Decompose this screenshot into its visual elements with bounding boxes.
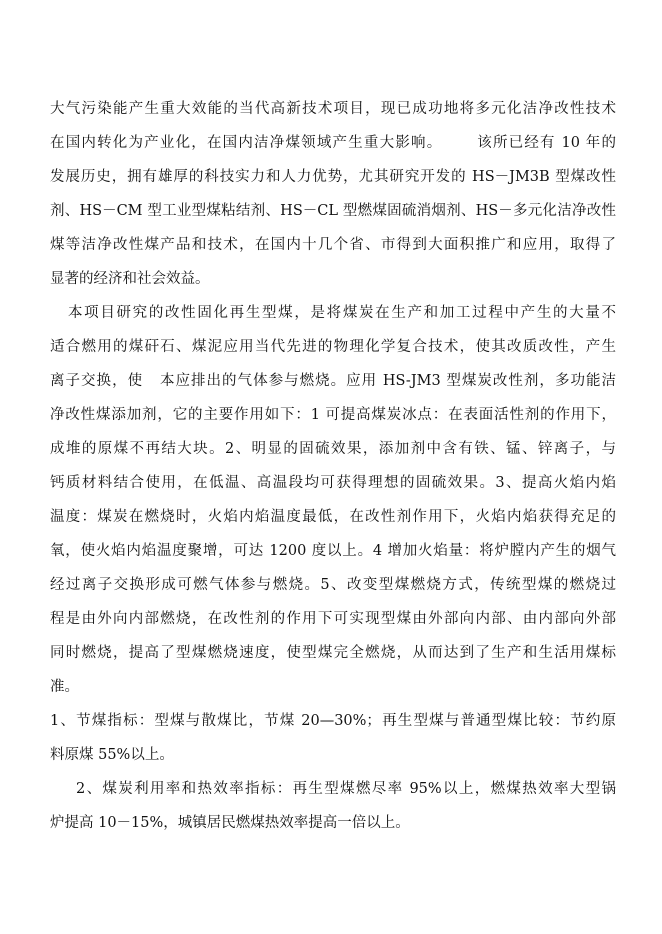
- paragraph-1: [50, 92, 616, 296]
- paragraph-2: [50, 296, 616, 704]
- text-line: 显著的经济和社会效益。: [50, 271, 210, 287]
- text-line: 本项目研究的改性固化再生型煤，是将煤炭在生产和加工过程中产生的大量不: [68, 305, 616, 321]
- text-line: 剂、HS－CM 型工业型煤粘结剂、HS－CL 型燃煤固硫消烟剂、HS－多元化洁净改性: [50, 203, 616, 219]
- text-line: 离子交换，使 本应排出的气体参与燃烧。应用 HS-JM3 型煤炭改性剂，多功能洁: [50, 373, 616, 389]
- text-line: 煤等洁净改性煤产品和技术，在国内十几个省、市得到大面积推广和应用，取得了: [50, 237, 616, 253]
- text-line: 2、煤炭利用率和热效率指标：再生型煤燃尽率 95%以上，燃煤热效率大型锅: [76, 781, 616, 797]
- paragraph-4: [50, 772, 616, 840]
- document-page: [50, 92, 616, 840]
- text-line: 大气污染能产生重大效能的当代高新技术项目，现已成功地将多元化洁净改性技术: [50, 101, 616, 117]
- text-line: 成堆的原煤不再结大块。2、明显的固硫效果，添加剂中含有铁、锰、锌离子，与: [50, 441, 616, 457]
- text-line: 料原煤 55%以上。: [50, 747, 174, 763]
- text-line: 准。: [50, 679, 79, 695]
- text-line: 在国内转化为产业化，在国内洁净煤领域产生重大影响。 该所已经有 10 年的: [50, 135, 616, 151]
- text-line: 氧，使火焰内焰温度聚增，可达 1200 度以上。4 增加火焰量：将炉膛内产生的烟气: [50, 543, 616, 559]
- text-line: 净改性煤添加剂，它的主要作用如下：1 可提高煤炭冰点：在表面活性剂的作用下，: [50, 407, 616, 423]
- text-line: 程是由外向内部燃烧，在改性剂的作用下可实现型煤由外部向内部、由内部向外部: [50, 611, 616, 627]
- text-line: 炉提高 10－15%，城镇居民燃煤热效率提高一倍以上。: [50, 815, 410, 831]
- text-line: 适合燃用的煤矸石、煤泥应用当代先进的物理化学复合技术，使其改质改性，产生: [50, 339, 616, 355]
- text-line: 经过离子交换形成可燃气体参与燃烧。5、改变型煤燃烧方式，传统型煤的燃烧过: [50, 577, 616, 593]
- text-line: 发展历史，拥有雄厚的科技实力和人力优势，尤其研究开发的 HS－JM3B 型煤改性: [50, 169, 616, 185]
- text-line: 温度：煤炭在燃烧时，火焰内焰温度最低，在改性剂作用下，火焰内焰获得充足的: [50, 509, 616, 525]
- paragraph-3: [50, 704, 616, 772]
- text-line: 钙质材料结合使用，在低温、高温段均可获得理想的固硫效果。3、提高火焰内焰: [50, 475, 616, 491]
- text-line: 1、节煤指标：型煤与散煤比，节煤 20—30%；再生型煤与普通型煤比较：节约原: [50, 713, 616, 729]
- text-line: 同时燃烧，提高了型煤燃烧速度，使型煤完全燃烧，从而达到了生产和生活用煤标: [50, 645, 616, 661]
